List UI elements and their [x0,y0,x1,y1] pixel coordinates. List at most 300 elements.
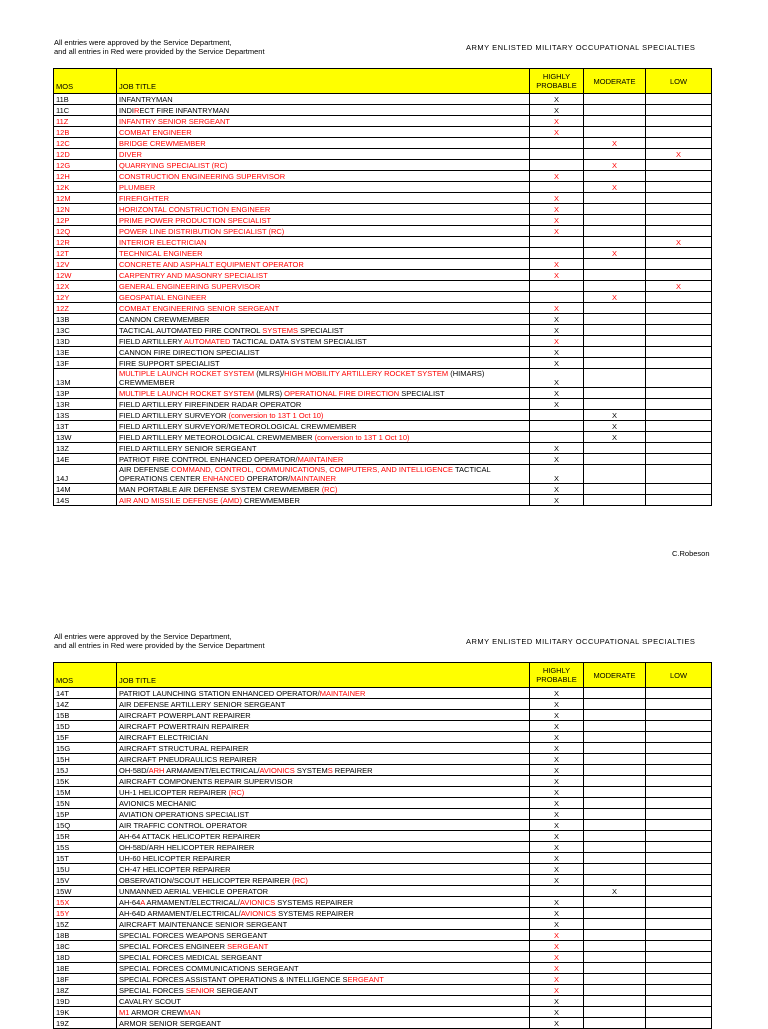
low-mark [646,754,712,765]
mos-code: 12Z [54,303,117,314]
job-title [117,710,530,721]
moderate-mark [584,149,646,160]
low-mark [646,336,712,347]
job-title-segment: SYSTEM [294,766,328,775]
highly-probable-mark: X [530,732,584,743]
moderate-mark [584,765,646,776]
highly-probable-mark: X [530,336,584,347]
low-mark [646,347,712,358]
mos-code: 18F [54,974,117,985]
low-mark [646,160,712,171]
job-title [117,347,530,358]
mos-code: 15Q [54,820,117,831]
moderate-mark [584,963,646,974]
job-title-segment: SERGEANT [227,942,269,951]
highly-probable-mark: X [530,484,584,495]
low-mark [646,963,712,974]
low-mark [646,864,712,875]
table-row [54,699,712,710]
job-title-segment: SYSTEMS REPAIRER [275,898,353,907]
job-title [117,963,530,974]
col-header-low: LOW [646,69,712,94]
job-title-segment: AIRCRAFT PNEUDRAULICS REPAIRER [119,755,258,764]
job-title-segment: INFANTRY SENIOR SERGEANT [119,117,230,126]
low-mark [646,215,712,226]
moderate-mark [584,688,646,699]
mos-code: 18C [54,941,117,952]
approval-note [54,38,384,56]
job-title-segment: HORIZONTAL CONSTRUCTION ENGINEER [119,205,271,214]
table-row [54,787,712,798]
highly-probable-mark: X [530,919,584,930]
low-mark [646,908,712,919]
moderate-mark [584,787,646,798]
col-header-highly-probable: HIGHLY PROBABLE [530,663,584,688]
highly-probable-mark: X [530,930,584,941]
mos-code: 15R [54,831,117,842]
job-title-segment: TACTICAL OPERATIONS CENTER [119,465,491,483]
table-row [54,138,712,149]
job-title-segment: HIGH MOBILITY ARTILLERY ROCKET SYSTEM [284,369,449,378]
highly-probable-mark [530,292,584,303]
job-title [117,336,530,347]
highly-probable-mark: X [530,787,584,798]
job-title-segment: OPERATOR/ [244,474,291,483]
table-row [54,421,712,432]
job-title-segment: AIRCRAFT STRUCTURAL REPAIRER [119,744,249,753]
moderate-mark [584,204,646,215]
job-title-segment: AVIATION OPERATIONS SPECIALIST [119,810,250,819]
job-title [117,484,530,495]
highly-probable-mark: X [530,853,584,864]
low-mark [646,116,712,127]
job-title-segment: GEOSPATIAL ENGINEER [119,293,207,302]
job-title-segment: ENHANCED [202,474,245,483]
job-title [117,281,530,292]
moderate-mark [584,171,646,182]
job-title-segment: AH-64D ARMAMENT/ELECTRICAL/ [119,909,241,918]
table-row [54,484,712,495]
highly-probable-mark: X [530,127,584,138]
table-row [54,732,712,743]
job-title-segment: SPECIAL FORCES MEDICAL SERGEANT [119,953,263,962]
highly-probable-mark: X [530,875,584,886]
highly-probable-mark: X [530,754,584,765]
low-mark [646,820,712,831]
low-mark [646,443,712,454]
moderate-mark [584,809,646,820]
low-mark [646,369,712,388]
job-title-segment: CH-47 HELICOPTER REPAIRER [119,865,231,874]
moderate-mark [584,974,646,985]
low-mark [646,974,712,985]
job-title [117,864,530,875]
mos-code: 13B [54,314,117,325]
job-title-segment: AVIONICS [240,909,276,918]
table-row [54,94,712,105]
highly-probable-mark [530,248,584,259]
job-title [117,1007,530,1018]
job-title-segment: PRIME POWER PRODUCTION SPECIALIST [119,216,272,225]
moderate-mark: X [584,886,646,897]
mos-code: 12T [54,248,117,259]
mos-code: 12Y [54,292,117,303]
low-mark [646,248,712,259]
mos-code: 12R [54,237,117,248]
highly-probable-mark: X [530,721,584,732]
moderate-mark [584,116,646,127]
table-row [54,270,712,281]
job-title-segment: FIELD ARTILLERY SENIOR SERGEANT [119,444,257,453]
mos-code: 19Z [54,1018,117,1029]
table-row [54,171,712,182]
job-title-segment: UH-60 HELICOPTER REPAIRER [119,854,231,863]
job-title-segment: OH-58D/ARH HELICOPTER REPAIRER [119,843,255,852]
mos-code: 19D [54,996,117,1007]
table-row [54,897,712,908]
job-title-segment: AIR DEFENSE ARTILLERY SENIOR SERGEANT [119,700,286,709]
highly-probable-mark: X [530,399,584,410]
highly-probable-mark: X [530,809,584,820]
low-mark [646,303,712,314]
table-row [54,369,712,388]
highly-probable-mark: X [530,765,584,776]
table-row [54,237,712,248]
mos-code: 15P [54,809,117,820]
table-body [54,94,712,506]
moderate-mark [584,798,646,809]
job-title-segment: TECHNICAL ENGINEER [119,249,203,258]
job-title-segment: FIELD ARTILLERY SURVEYOR/METEOROLOGICAL CREWMEMBER [119,422,357,431]
low-mark [646,743,712,754]
job-title-segment: SYSTEMS [262,326,299,335]
job-title [117,930,530,941]
moderate-mark [584,930,646,941]
job-title-segment: CONSTRUCTION ENGINEERING SUPERVISOR [119,172,286,181]
highly-probable-mark: X [530,963,584,974]
highly-probable-mark [530,138,584,149]
job-title-segment: SPECIAL FORCES [119,986,186,995]
table-row [54,226,712,237]
low-mark [646,388,712,399]
moderate-mark [584,314,646,325]
job-title [117,974,530,985]
job-title-segment: PATRIOT LAUNCHING STATION ENHANCED OPERATOR/ [119,689,320,698]
moderate-mark [584,454,646,465]
job-title [117,443,530,454]
mos-code: 12W [54,270,117,281]
moderate-mark [584,237,646,248]
job-title [117,388,530,399]
job-title-segment: FIRE SUPPORT SPECIALIST [119,359,220,368]
job-title-segment: SYSTEMS REPAIRER [276,909,354,918]
job-title-segment: OBSERVATION/SCOUT HELICOPTER REPAIRER [119,876,293,885]
highly-probable-mark: X [530,369,584,388]
mos-code: 13Z [54,443,117,454]
job-title-segment: INFANTRYMAN [119,95,173,104]
highly-probable-mark: X [530,303,584,314]
moderate-mark [584,399,646,410]
job-title-segment: AIR AND MISSILE DEFENSE (AMD) [119,496,242,505]
mos-code: 15T [54,853,117,864]
mos-code: 12M [54,193,117,204]
job-title-segment: QUARRYING SPECIALIST (RC) [119,161,228,170]
job-title-segment: FIREFIGHTER [119,194,169,203]
job-title [117,699,530,710]
mos-code: 18D [54,952,117,963]
low-mark [646,1007,712,1018]
highly-probable-mark: X [530,908,584,919]
mos-code: 18Z [54,985,117,996]
low-mark [646,798,712,809]
document-title: ARMY ENLISTED MILITARY OCCUPATIONAL SPECIALTIES [466,43,696,52]
job-title-segment: ECT FIRE INFANTRYMAN [139,106,230,115]
job-title-segment: SPECIAL FORCES WEAPONS SERGEANT [119,931,268,940]
table-row [54,432,712,443]
highly-probable-mark: X [530,358,584,369]
job-title-segment: FIELD ARTILLERY FIREFINDER RADAR OPERATOR [119,400,302,409]
job-title-segment: MAINTAINER [319,689,366,698]
moderate-mark [584,226,646,237]
highly-probable-mark: X [530,325,584,336]
job-title-segment: TACTICAL DATA SYSTEM SPECIALIST [230,337,367,346]
mos-code: 15N [54,798,117,809]
highly-probable-mark: X [530,193,584,204]
highly-probable-mark: X [530,226,584,237]
job-title-segment: INDI [119,106,134,115]
highly-probable-mark: X [530,820,584,831]
moderate-mark [584,710,646,721]
table-row [54,886,712,897]
highly-probable-mark: X [530,941,584,952]
moderate-mark [584,941,646,952]
low-mark [646,193,712,204]
job-title-segment: TACTICAL AUTOMATED FIRE CONTROL [119,326,263,335]
highly-probable-mark: X [530,495,584,506]
job-title-segment: AH-64 [119,898,141,907]
job-title-segment: A [140,898,145,907]
moderate-mark [584,853,646,864]
highly-probable-mark: X [530,94,584,105]
highly-probable-mark: X [530,259,584,270]
low-mark [646,919,712,930]
moderate-mark [584,388,646,399]
low-mark [646,410,712,421]
job-title [117,765,530,776]
table-row [54,160,712,171]
table-header-row [54,69,712,94]
highly-probable-mark: X [530,864,584,875]
job-title [117,787,530,798]
mos-code: 15J [54,765,117,776]
moderate-mark [584,127,646,138]
low-mark [646,259,712,270]
job-title-segment: CONCRETE AND ASPHALT EQUIPMENT OPERATOR [119,260,304,269]
job-title [117,908,530,919]
low-mark [646,710,712,721]
job-title-segment: AIR TRAFFIC CONTROL OPERATOR [119,821,248,830]
moderate-mark [584,919,646,930]
job-title-segment: SPECIAL FORCES ASSISTANT OPERATIONS & INTELLIGENCE S [119,975,348,984]
highly-probable-mark [530,160,584,171]
job-title [117,215,530,226]
highly-probable-mark: X [530,171,584,182]
low-mark [646,454,712,465]
job-title-segment: OPERATIONAL FIRE DIRECTION [284,389,400,398]
job-title-segment: CAVALRY SCOUT [119,997,181,1006]
highly-probable-mark: X [530,831,584,842]
approval-note [54,632,384,650]
moderate-mark [584,1007,646,1018]
mos-code: 14M [54,484,117,495]
moderate-mark [584,732,646,743]
mos-code: 14S [54,495,117,506]
mos-code: 13C [54,325,117,336]
low-mark [646,171,712,182]
job-title [117,182,530,193]
job-title-segment: FIELD ARTILLERY METEOROLOGICAL CREWMEMBER [119,433,315,442]
job-title-segment: S [327,766,333,775]
table-row [54,1018,712,1029]
table-row [54,127,712,138]
job-title-segment: GENERAL ENGINEERING SUPERVISOR [119,282,261,291]
job-title-segment: (RC) [321,485,338,494]
job-title [117,94,530,105]
table-row [54,292,712,303]
mos-code: 15D [54,721,117,732]
low-mark [646,688,712,699]
highly-probable-mark: X [530,842,584,853]
table-row [54,809,712,820]
job-title [117,248,530,259]
job-title-segment: COMBAT ENGINEERING SENIOR SERGEANT [119,304,280,313]
moderate-mark [584,743,646,754]
low-mark [646,941,712,952]
col-header-mos: MOS [54,663,117,688]
low-mark [646,930,712,941]
job-title-segment: AIRCRAFT POWERPLANT REPAIRER [119,711,251,720]
job-title-segment: R [134,106,140,115]
job-title-segment: POWER LINE DISTRIBUTION SPECIALIST (RC) [119,227,285,236]
job-title [117,303,530,314]
table-row [54,495,712,506]
mos-code: 15K [54,776,117,787]
mos-code: 13E [54,347,117,358]
moderate-mark [584,1018,646,1029]
job-title [117,842,530,853]
table-row [54,204,712,215]
low-mark [646,699,712,710]
highly-probable-mark: X [530,798,584,809]
job-title [117,127,530,138]
job-title-segment: SPECIAL FORCES ENGINEER [119,942,228,951]
table-row [54,864,712,875]
table-row [54,248,712,259]
mos-code: 15Z [54,919,117,930]
highly-probable-mark: X [530,996,584,1007]
job-title [117,292,530,303]
table-row [54,336,712,347]
moderate-mark [584,721,646,732]
highly-probable-mark: X [530,776,584,787]
moderate-mark [584,699,646,710]
table-row [54,743,712,754]
mos-code: 13P [54,388,117,399]
job-title-segment: FIELD ARTILLERY [119,337,185,346]
low-mark [646,138,712,149]
highly-probable-mark: X [530,1018,584,1029]
table-header-row [54,663,712,688]
low-mark [646,776,712,787]
highly-probable-mark [530,149,584,160]
job-title-segment: (conversion to 13T 1 Oct 10) [228,411,324,420]
job-title-segment: SPECIALIST [399,389,445,398]
moderate-mark [584,215,646,226]
table-row [54,259,712,270]
job-title [117,743,530,754]
highly-probable-mark [530,237,584,248]
table-row [54,443,712,454]
job-title-segment: PATRIOT FIRE CONTROL ENHANCED OPERATOR/ [119,455,298,464]
moderate-mark [584,754,646,765]
low-mark [646,831,712,842]
low-mark [646,182,712,193]
moderate-mark [584,484,646,495]
job-title-segment: (HIMARS) CREWMEMBER [119,369,485,387]
low-mark: X [646,149,712,160]
table-row [54,985,712,996]
highly-probable-mark [530,421,584,432]
job-title-segment: ARMOR CREW [129,1008,185,1017]
mos-code: 14J [54,465,117,484]
low-mark [646,399,712,410]
col-header-low: LOW [646,663,712,688]
mos-table-2 [53,662,712,1029]
moderate-mark: X [584,432,646,443]
job-title [117,495,530,506]
moderate-mark [584,259,646,270]
table-row [54,347,712,358]
low-mark [646,226,712,237]
job-title [117,776,530,787]
mos-code: 12Q [54,226,117,237]
highly-probable-mark: X [530,270,584,281]
job-title [117,399,530,410]
job-title [117,732,530,743]
mos-code: 12V [54,259,117,270]
highly-probable-mark: X [530,1007,584,1018]
job-title-segment: (RC) [292,876,308,885]
table-row [54,952,712,963]
mos-code: 12K [54,182,117,193]
job-title-segment: UH-1 HELICOPTER REPAIRER [119,788,229,797]
mos-code: 12P [54,215,117,226]
table-body [54,688,712,1029]
job-title [117,204,530,215]
job-title [117,809,530,820]
mos-code: 18E [54,963,117,974]
low-mark [646,842,712,853]
mos-code: 12X [54,281,117,292]
moderate-mark [584,325,646,336]
highly-probable-mark: X [530,952,584,963]
mos-code: 13W [54,432,117,443]
job-title [117,226,530,237]
job-title-segment: ARMAMENT/ELECTRICAL/ [144,898,240,907]
mos-code: 14Z [54,699,117,710]
mos-code: 11C [54,105,117,116]
job-title-segment: ARMAMENT/ELECTRICAL/ [164,766,260,775]
